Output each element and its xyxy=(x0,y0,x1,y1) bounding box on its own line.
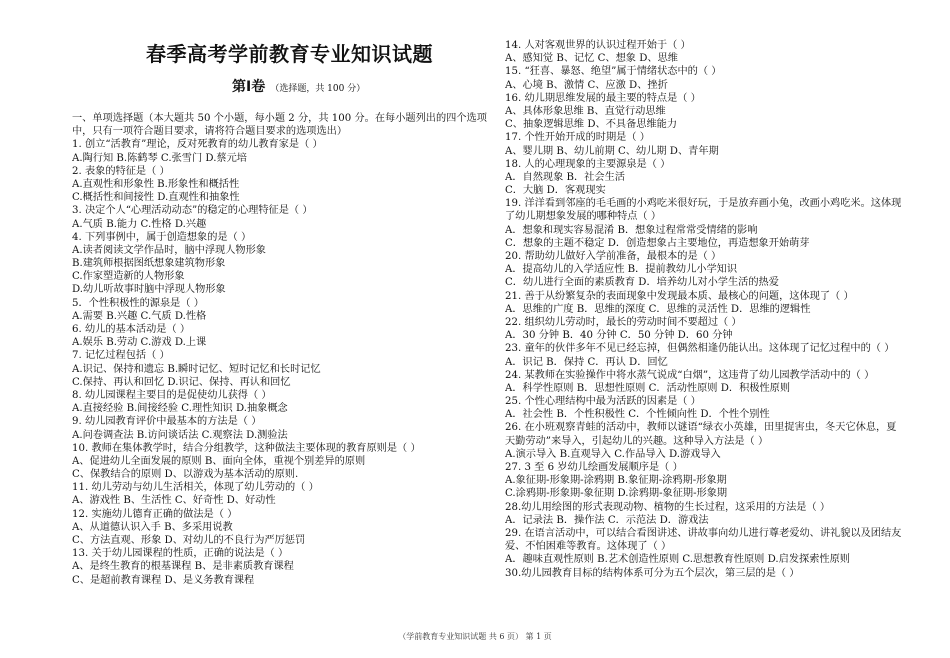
volume-heading xyxy=(232,76,365,96)
exam-title: 春季高考学前教育专业知识试题 xyxy=(146,42,433,66)
question-line: 20. 帮助幼儿做好入学前准备，最根本的是（ ） xyxy=(505,251,722,262)
question-line: 12. 实施幼儿德育正确的做法是（ ） xyxy=(72,508,238,520)
question-line: 21. 善于从纷繁复杂的表面现象中发现最本质、最核心的问题，这体现了（ ） xyxy=(505,290,854,302)
question-line: A．30 分钟 B．40 分钟 C．50 分钟 D．60 分钟 xyxy=(505,330,733,342)
question-line: 14. 人对客观世界的认识过程开始于（ ） xyxy=(505,40,691,51)
question-line: 爱、不怕困难等教育。这体现了（ ） xyxy=(505,541,672,553)
question-line: A．趣味直观性原则 B.艺术创造性原则 C.思想教育性原则 D.启发探索性原则 xyxy=(505,554,850,566)
question-line: 22. 组织幼儿劳动时，最长的劳动时间不要超过（ ） xyxy=(505,316,742,328)
question-line: 11. 幼儿劳动与幼儿生活相关，体现了幼儿劳动的（ ） xyxy=(72,482,319,494)
question-line: C.涂鸦期-形象期-象征期 D.涂鸦期-象征期-形象期 xyxy=(505,488,728,500)
question-line: 7. 记忆过程包括（ ） xyxy=(72,350,170,362)
question-line: 29. 在语言活动中，可以结合看图讲述、讲故事向幼儿进行尊老爱幼、讲礼貌以及团结友 xyxy=(505,527,902,539)
question-line: 8. 幼儿园课程主要目的是促使幼儿获得（ ） xyxy=(72,389,272,401)
question-line: A、是终生教育的根基课程 B、是非素质教育课程 xyxy=(72,561,294,573)
question-line: 5．个性积极性的源泉是（ ） xyxy=(72,297,204,309)
question-line: C．幼儿进行全面的素质教育 D．培养幼儿对小学生活的热爱 xyxy=(505,277,779,289)
question-line: A.演示导入 B.直观导入 C.作品导入 D.游戏导入 xyxy=(505,448,721,460)
question-line: 了幼儿期想象发展的哪种特点（ ） xyxy=(505,211,662,223)
question-line: C．大脑 D．客观现实 xyxy=(505,185,606,197)
question-line: 天勤劳动”来导入，引起幼儿的兴趣。这种导入方法是（ ） xyxy=(505,435,769,447)
question-line: C.保持、再认和回忆 D.识记、保持、再认和回忆 xyxy=(72,376,291,388)
question-line: 17. 个性开始开成的时期是（ ） xyxy=(505,132,650,144)
question-line: B.建筑师根据图纸想象建筑物形象 xyxy=(72,258,226,270)
question-line: A.需要 B.兴趣 C.气质 D.性格 xyxy=(72,310,207,322)
question-line: A.问卷调查法 B.访问谈话法 C.观察法 D.测验法 xyxy=(72,429,288,441)
question-line: A．提高幼儿的入学适应性 B．提前教幼儿小学知识 xyxy=(505,264,738,276)
question-line: 10. 教师在集体教学时，结合分组教学，这种做法主要体现的教育原则是（ ） xyxy=(72,442,421,454)
question-line: 13. 关于幼儿园课程的性质，正确的说法是（ ） xyxy=(72,548,289,560)
volume-label: 第Ⅰ卷 xyxy=(232,79,266,95)
question-line: A、婴儿期 B、幼儿前期 C、幼儿期 D、青年期 xyxy=(505,145,719,157)
question-line: 18. 人的心理现象的主要源泉是（ ） xyxy=(505,158,671,170)
question-line: C、是超前教育课程 D、是义务教育课程 xyxy=(72,574,255,586)
question-line: 19. 洋洋看到邻座的毛毛画的小鸡吃米很好玩，于是放弃画小兔，改画小鸡吃米。这体现 xyxy=(505,198,902,210)
question-line: A.气质 B.能力 C.性格 D.兴趣 xyxy=(72,218,207,230)
question-line: C.作家塑造新的人物形象 xyxy=(72,271,185,283)
question-line: 30.幼儿园教育目标的结构体系可分为五个层次，第三层的是（ ） xyxy=(505,567,800,579)
question-line: A．自然现象 B．社会生活 xyxy=(505,171,625,183)
question-line: 27. 3 至 6 岁幼儿绘画发展顺序是（ ） xyxy=(505,462,683,473)
question-line: C.概括性和间接性 D.直观性和抽象性 xyxy=(72,192,240,204)
question-line: 6. 幼儿的基本活动是（ ） xyxy=(72,324,191,335)
question-line: 15. “狂喜、暴怒、绝望”属于情绪状态中的（ ） xyxy=(505,66,722,78)
question-line: A.识记、保持和遗忘 B.瞬时记忆、短时记忆和长时记忆 xyxy=(72,363,321,375)
question-line: 中，只有一项符合题目要求，请将符合题目要求的选项选出） xyxy=(72,126,348,138)
question-line: C、方法直观、形象 D、对幼儿的不良行为严厉惩罚 xyxy=(72,535,306,546)
question-line: 24. 某教师在实验操作中将水蒸气说成“白烟”，这违背了幼儿园教学活动中的（ ） xyxy=(505,369,875,381)
question-line: A.直观性和形象性 B.形象性和概括性 xyxy=(72,178,240,190)
question-line: A、感知觉 B、记忆 C、想象 D、思维 xyxy=(505,53,678,65)
question-line: A．思维的广度 B．思维的深度 C．思维的灵活性 D．思维的逻辑性 xyxy=(505,303,811,315)
question-line: A、游戏性 B、生活性 C、好奇性 D、好动性 xyxy=(72,495,276,507)
right-question-list xyxy=(505,39,917,580)
question-line: C、抽象逻辑思维 D、不具备思维能力 xyxy=(505,119,678,131)
question-line: 25. 个性心理结构中最为活跃的因素是（ ） xyxy=(505,396,701,408)
question-line: A.象征期-形象期-涂鸦期 B.象征期-涂鸦期-形象期 xyxy=(505,475,727,487)
question-line: C．想象的主题不稳定 D．创造想象占主要地位，再造想象开始萌芽 xyxy=(505,237,810,249)
question-line: A.读者阅读文学作品时，脑中浮现人物形象 xyxy=(72,244,266,256)
question-line: 3. 决定个人“心理活动动态”的稳定的心理特征是（ ） xyxy=(72,205,313,217)
question-line: 4. 下列事例中，属于创造想象的是（ ） xyxy=(72,231,252,243)
question-line: A．识记 B．保持 C．再认 D．回忆 xyxy=(505,356,668,368)
question-line: 一、单项选择题（本大题共 50 个小题，每小题 2 分，共 100 分。在每小题列出的四个选项 xyxy=(72,113,487,124)
question-line: 2. 表象的特征是（ ） xyxy=(72,165,170,177)
question-line: A.陶行知 B.陈鹤琴 C.张雪门 D.蔡元培 xyxy=(72,152,247,164)
question-line: 9. 幼儿园教育评价中最基本的方法是（ ） xyxy=(72,416,262,428)
question-line: A．科学性原则 B．思想性原则 C．活动性原则 D．积极性原则 xyxy=(505,382,791,394)
left-question-list xyxy=(72,112,490,587)
question-line: C、保教结合的原则 D、以游戏为基本活动的原则. xyxy=(72,469,299,481)
question-line: A．社会性 B．个性积极性 C．个性倾向性 D．个性个别性 xyxy=(505,409,770,421)
question-line: 26. 在小班观察青蛙的活动中，教师以谜语“绿衣小英雄，田里捉害虫，冬天它休息，夏 xyxy=(505,422,897,434)
question-line: A、促进幼儿全面发展的原则 B、面向全体，重视个别差异的原则 xyxy=(72,455,366,467)
question-line: A．想象和现实容易混淆 B．想象过程常常受情绪的影响 xyxy=(505,224,758,236)
question-line: 16. 幼儿期思维发展的最主要的特点是（ ） xyxy=(505,92,701,104)
question-line: 1. 创立“活教育”理论，反对死教育的幼儿教育家是（ ） xyxy=(72,139,323,151)
question-line: D.幼儿听故事时脑中浮现人物形象 xyxy=(72,284,226,296)
question-line: A、从道德认识入手 B、多采用说教 xyxy=(72,521,233,533)
question-line: A.直接经验 B.间接经验 C.理性知识 D.抽象概念 xyxy=(72,403,288,415)
question-line: 23. 童年的伙伴多年不见已经忘掉，但偶然相逢仍能认出。这体现了记忆过程中的（ ） xyxy=(505,343,895,355)
page-footer: （学前教育专业知识试题 共 6 页） 第 1 页 xyxy=(398,632,552,641)
question-line: A、心境 B、激情 C、应激 D、挫折 xyxy=(505,79,668,91)
question-line: A．记录法 B．操作法 C．示范法 D．游戏法 xyxy=(505,514,709,526)
question-line: A.娱乐 B.劳动 C.游戏 D.上课 xyxy=(72,337,207,349)
volume-subtitle: （选择题，共 100 分） xyxy=(270,84,366,94)
question-line: A、具体形象思维 B、直觉行动思维 xyxy=(505,105,666,117)
question-line: 28.幼儿用绘图的形式表现动物、植物的生长过程，这采用的方法是（ ） xyxy=(505,501,831,513)
